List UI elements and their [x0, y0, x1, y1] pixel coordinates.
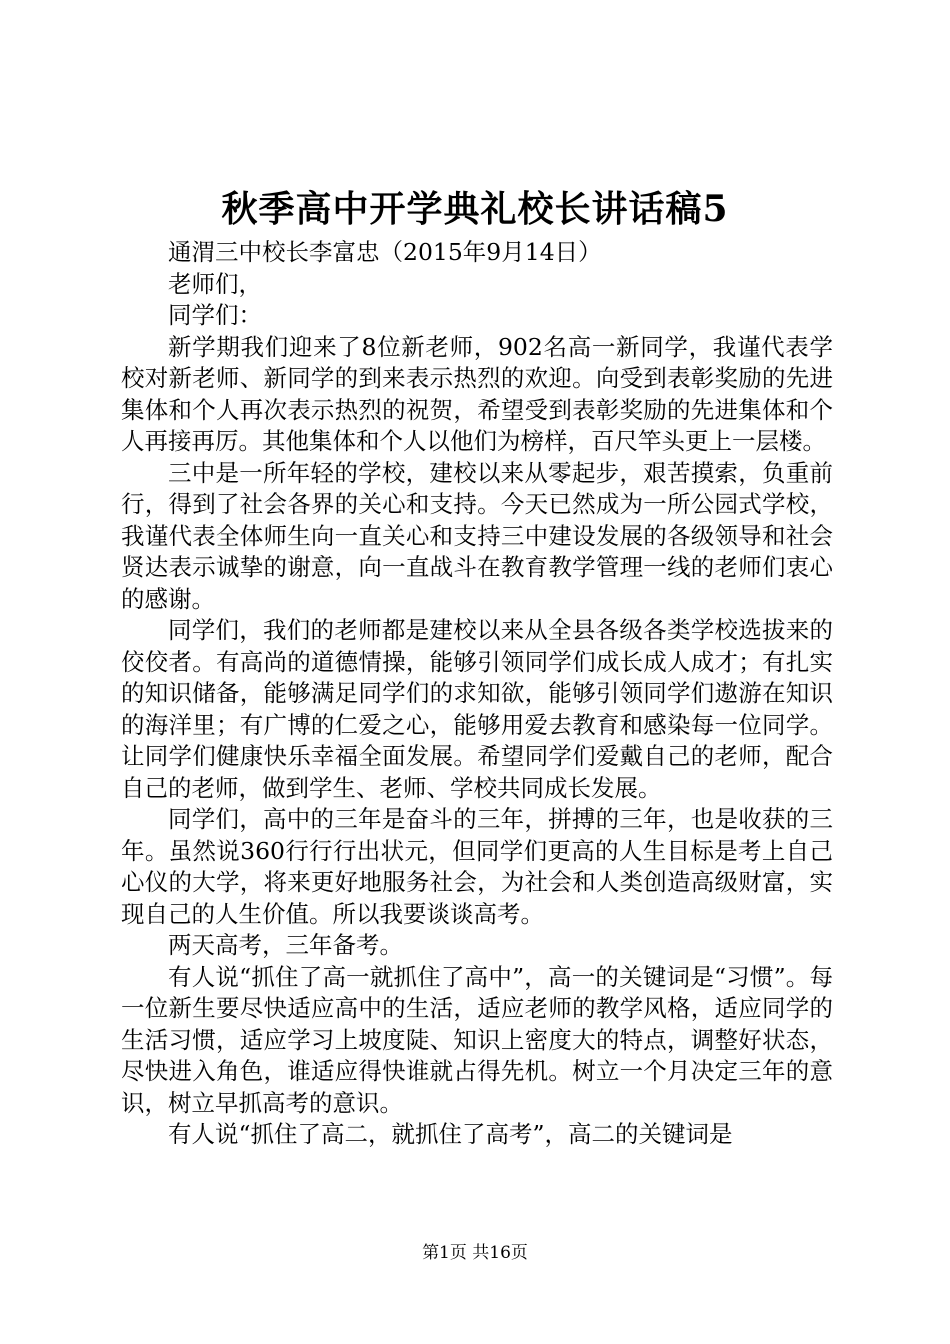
body-paragraph: 有人说“抓住了高二，就抓住了高考”，高二的关键词是: [168, 1120, 733, 1148]
body-paragraph: 同学们，高中的三年是奋斗的三年，拼搏的三年，也是收获的三年。虽然说360行行行出状元，但同学们更高的人生目标是考上自己心仪的大学，将来更好地服务社会，为社会和人类创造高级财富，实现自己的人生价值。所以我要谈谈高考。: [121, 805, 833, 928]
body-paragraph: 三中是一所年轻的学校，建校以来从零起步，艰苦摸索，负重前行，得到了社会各界的关心和支持。今天已然成为一所公园式学校，我谨代表全体师生向一直关心和支持三中建设发展的各级领导和社会贤达表示诚挚的谢意，向一直战斗在教育教学管理一线的老师们衷心的感谢。: [121, 458, 833, 613]
salutation-teachers: 老师们，: [168, 269, 262, 298]
page-number-footer: 第1页 共16页: [422, 1243, 528, 1263]
body-paragraph: 新学期我们迎来了8位新老师，902名高一新同学，我谨代表学校对新老师、新同学的到来表示热烈的欢迎。向受到表彰奖励的先进集体和个人再次表示热烈的祝贺，希望受到表彰奖励的先进集体和个人再接再厉。其他集体和个人以他们为榜样，百尺竿头更上一层楼。: [121, 332, 833, 455]
document-body: [121, 237, 833, 1151]
body-paragraph: 有人说“抓住了高一就抓住了高中”，高一的关键词是“习惯”。每一位新生要尽快适应高中的生活，适应老师的教学风格，适应同学的生活习惯，适应学习上坡度陡、知识上密度大的特点，调整好状态，尽快进入角色，谁适应得快谁就占得先机。树立一个月决定三年的意识，树立早抓高考的意识。: [121, 962, 833, 1117]
document-title: 秋季高中开学典礼校长讲话稿5: [221, 188, 729, 230]
body-paragraph: 同学们，我们的老师都是建校以来从全县各级各类学校选拔来的佼佼者。有高尚的道德情操，能够引领同学们成长成人成才；有扎实的知识储备，能够满足同学们的求知欲，能够引领同学们遨游在知识的海洋里；有广博的仁爱之心，能够用爱去教育和感染每一位同学。让同学们健康快乐幸福全面发展。希望同学们爱戴自己的老师，配合自己的老师，做到学生、老师、学校共同成长发展。: [121, 616, 833, 802]
salutation-students: 同学们：: [168, 301, 262, 329]
body-paragraph: 两天高考，三年备考。: [168, 931, 403, 959]
author-line: 通渭三中校长李富忠（2015年9月14日）: [168, 238, 602, 266]
